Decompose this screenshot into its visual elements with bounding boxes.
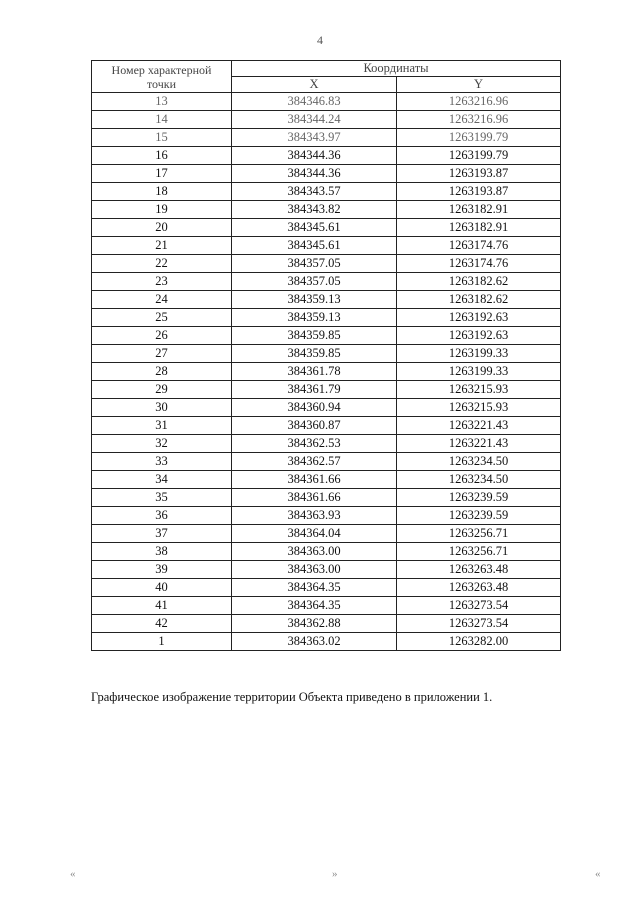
cell-x: 384360.94 [232,399,397,417]
cell-y: 1263215.93 [397,381,561,399]
cell-y: 1263234.50 [397,453,561,471]
cell-x: 384363.93 [232,507,397,525]
cell-x: 384364.35 [232,597,397,615]
cell-y: 1263216.96 [397,111,561,129]
cell-point-number: 20 [92,219,232,237]
table-header [92,61,561,93]
header-point-line1: Номер характерной [111,62,212,77]
cell-point-number: 1 [92,633,232,651]
cell-x: 384363.00 [232,543,397,561]
cell-point-number: 35 [92,489,232,507]
cell-x: 384364.35 [232,579,397,597]
cell-point-number: 32 [92,435,232,453]
cell-x: 384363.02 [232,633,397,651]
cell-point-number: 38 [92,543,232,561]
cell-y: 1263215.93 [397,399,561,417]
header-x: X [232,77,397,93]
table-row [92,561,561,579]
table-row [92,579,561,597]
table-row [92,165,561,183]
table-row [92,201,561,219]
cell-point-number: 21 [92,237,232,255]
cell-y: 1263216.96 [397,93,561,111]
cell-y: 1263193.87 [397,183,561,201]
header-y: Y [397,77,561,93]
cell-x: 384362.53 [232,435,397,453]
cell-point-number: 42 [92,615,232,633]
cell-point-number: 37 [92,525,232,543]
cell-point-number: 25 [92,309,232,327]
footer-mark-center: » [332,868,338,880]
cell-y: 1263256.71 [397,525,561,543]
cell-point-number: 28 [92,363,232,381]
cell-x: 384364.04 [232,525,397,543]
cell-x: 384362.57 [232,453,397,471]
cell-x: 384360.87 [232,417,397,435]
cell-x: 384361.79 [232,381,397,399]
cell-y: 1263234.50 [397,471,561,489]
cell-y: 1263199.79 [397,129,561,147]
table-row [92,183,561,201]
table-row [92,273,561,291]
table-row [92,615,561,633]
cell-x: 384343.57 [232,183,397,201]
cell-point-number: 24 [92,291,232,309]
table-row [92,417,561,435]
cell-point-number: 41 [92,597,232,615]
cell-y: 1263239.59 [397,507,561,525]
table-row [92,471,561,489]
cell-point-number: 17 [92,165,232,183]
cell-y: 1263221.43 [397,435,561,453]
cell-y: 1263273.54 [397,615,561,633]
table-row [92,291,561,309]
cell-x: 384357.05 [232,273,397,291]
cell-y: 1263199.33 [397,363,561,381]
cell-y: 1263192.63 [397,327,561,345]
cell-point-number: 27 [92,345,232,363]
cell-x: 384344.24 [232,111,397,129]
cell-y: 1263273.54 [397,597,561,615]
cell-point-number: 26 [92,327,232,345]
cell-y: 1263263.48 [397,561,561,579]
table-row [92,399,561,417]
table-row [92,453,561,471]
cell-point-number: 40 [92,579,232,597]
cell-point-number: 14 [92,111,232,129]
cell-point-number: 13 [92,93,232,111]
table-row [92,111,561,129]
table-body [92,93,561,651]
table-row [92,327,561,345]
cell-x: 384359.85 [232,345,397,363]
cell-point-number: 31 [92,417,232,435]
appendix-note: Графическое изображение территории Объекта приведено в приложении 1. [91,690,493,704]
cell-y: 1263193.87 [397,165,561,183]
cell-x: 384359.85 [232,327,397,345]
table-row [92,129,561,147]
coordinates-table [91,60,561,651]
cell-point-number: 36 [92,507,232,525]
cell-y: 1263192.63 [397,309,561,327]
table-row [92,147,561,165]
table-row [92,543,561,561]
table-row [92,309,561,327]
table-row [92,93,561,111]
cell-y: 1263239.59 [397,489,561,507]
table-row [92,381,561,399]
cell-x: 384362.88 [232,615,397,633]
cell-point-number: 39 [92,561,232,579]
cell-x: 384344.36 [232,165,397,183]
page-number: 4 [317,33,323,47]
header-point-line2: точки [146,76,177,91]
cell-point-number: 16 [92,147,232,165]
table-row [92,255,561,273]
cell-point-number: 23 [92,273,232,291]
cell-x: 384361.78 [232,363,397,381]
header-point-number [92,61,232,93]
cell-y: 1263221.43 [397,417,561,435]
cell-x: 384359.13 [232,309,397,327]
table-row [92,489,561,507]
cell-x: 384361.66 [232,471,397,489]
table-row [92,363,561,381]
table-row [92,237,561,255]
cell-y: 1263263.48 [397,579,561,597]
cell-y: 1263199.33 [397,345,561,363]
cell-x: 384345.61 [232,237,397,255]
cell-x: 384363.00 [232,561,397,579]
cell-x: 384359.13 [232,291,397,309]
cell-y: 1263199.79 [397,147,561,165]
table-row [92,219,561,237]
cell-point-number: 33 [92,453,232,471]
header-coordinates: Координаты [232,61,561,77]
table-row [92,435,561,453]
cell-point-number: 15 [92,129,232,147]
cell-y: 1263256.71 [397,543,561,561]
cell-y: 1263182.91 [397,201,561,219]
table-row [92,345,561,363]
cell-point-number: 34 [92,471,232,489]
cell-x: 384361.66 [232,489,397,507]
cell-y: 1263182.91 [397,219,561,237]
cell-x: 384343.82 [232,201,397,219]
cell-x: 384343.97 [232,129,397,147]
cell-y: 1263174.76 [397,255,561,273]
cell-point-number: 29 [92,381,232,399]
cell-x: 384346.83 [232,93,397,111]
table-row [92,597,561,615]
cell-x: 384345.61 [232,219,397,237]
cell-point-number: 22 [92,255,232,273]
cell-point-number: 18 [92,183,232,201]
cell-y: 1263182.62 [397,291,561,309]
footer-mark-right: « [595,868,601,880]
table-row [92,525,561,543]
footer-mark-left: « [70,868,76,880]
cell-x: 384344.36 [232,147,397,165]
cell-x: 384357.05 [232,255,397,273]
cell-y: 1263282.00 [397,633,561,651]
cell-point-number: 30 [92,399,232,417]
cell-y: 1263174.76 [397,237,561,255]
table-row [92,633,561,651]
cell-y: 1263182.62 [397,273,561,291]
table-row [92,507,561,525]
cell-point-number: 19 [92,201,232,219]
